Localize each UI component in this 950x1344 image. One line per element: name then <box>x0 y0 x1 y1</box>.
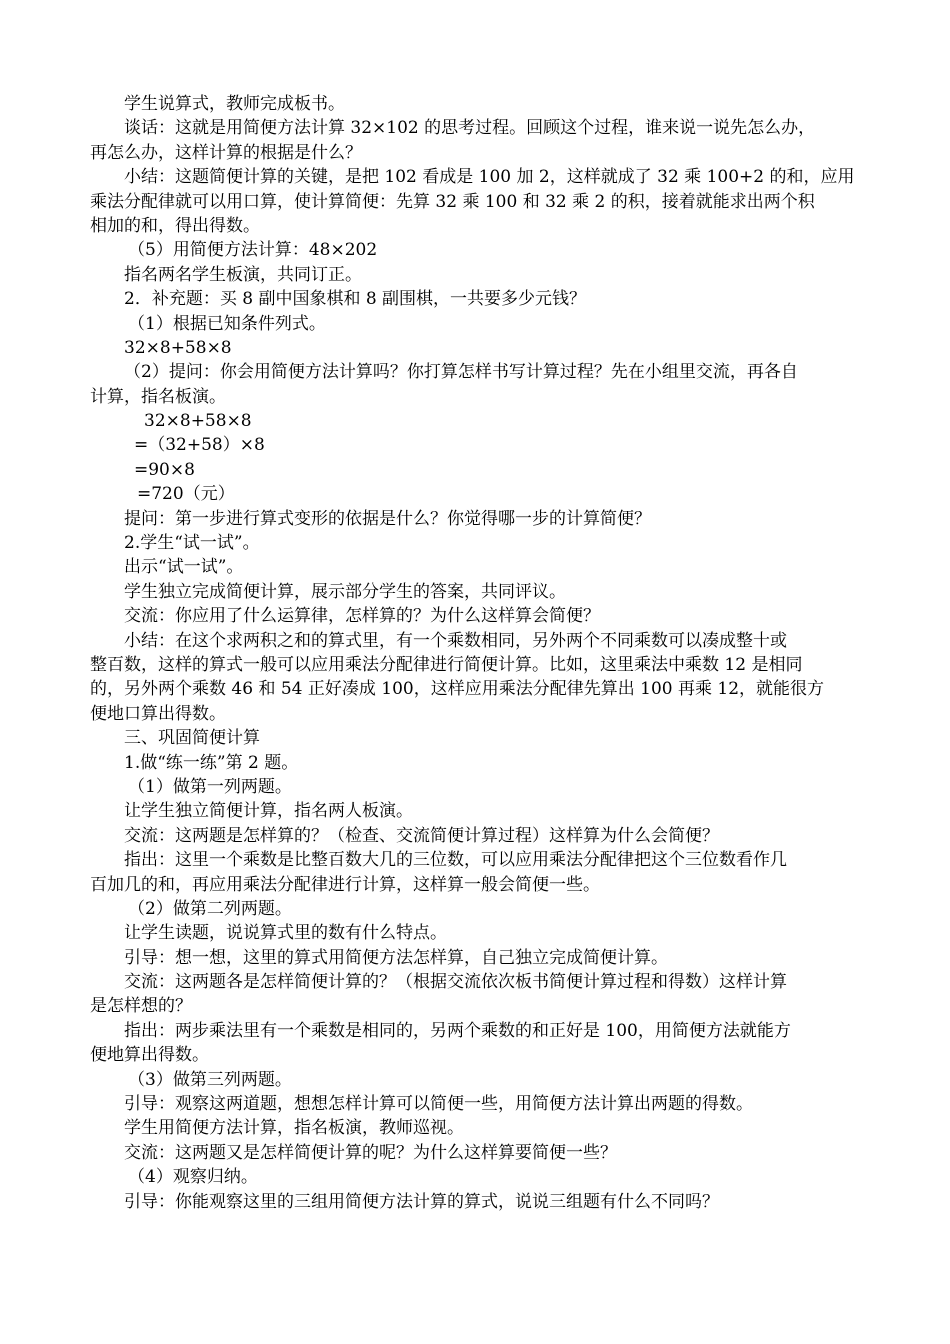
text-line: 便地口算出得数。 <box>90 703 226 724</box>
text-line: 百加几的和，再应用乘法分配律进行计算，这样算一般会简便一些。 <box>90 874 600 895</box>
text-line: （3）做第三列两题。 <box>128 1069 292 1090</box>
formula-line: 32×8+58×8 <box>144 411 252 432</box>
text-line: 相加的和，得出得数。 <box>90 215 260 236</box>
formula-line: =90×8 <box>134 459 195 480</box>
text-line: 学生说算式，教师完成板书。 <box>124 94 345 114</box>
text-line: 指出：两步乘法里有一个乘数是相同的，另两个乘数的和正好是 100，用简便方法就能方 <box>124 1020 791 1041</box>
text-line: 出示“试一试”。 <box>124 557 244 578</box>
text-line: 提问：第一步进行算式变形的依据是什么？你觉得哪一步的计算简便？ <box>124 508 651 529</box>
text-line: 让学生读题，说说算式里的数有什么特点。 <box>124 923 447 944</box>
text-line: （4）观察归纳。 <box>128 1167 258 1188</box>
text-line: 交流：这两题又是怎样简便计算的呢？为什么这样算要简便一些？ <box>124 1142 617 1163</box>
text-line: 整百数，这样的算式一般可以应用乘法分配律进行简便计算。比如，这里乘法中乘数 12 是相同 <box>90 654 803 675</box>
text-line: 引导：观察这两道题，想想怎样计算可以简便一些，用简便方法计算出两题的得数。 <box>124 1094 753 1115</box>
text-line: 计算，指名板演。 <box>90 386 226 407</box>
text-line: 引导：你能观察这里的三组用简便方法计算的算式，说说三组题有什么不同吗？ <box>124 1191 719 1212</box>
text-line: （2）提问：你会用简便方法计算吗？你打算怎样书写计算过程？先在小组里交流，再各自 <box>124 362 798 383</box>
text-line: 小结：这题简便计算的关键，是把 102 看成是 100 加 2，这样就成了 32 乘 100+2 的和，应用 <box>124 167 855 188</box>
text-line: 学生独立完成简便计算，展示部分学生的答案，共同评议。 <box>124 581 566 602</box>
text-line: 引导：想一想，这里的算式用简便方法怎样算，自己独立完成简便计算。 <box>124 947 668 968</box>
text-line: 小结：在这个求两积之和的算式里，有一个乘数相同，另外两个不同乘数可以凑成整十或 <box>124 630 787 651</box>
text-line: （1）根据已知条件列式。 <box>128 313 326 334</box>
text-line: 是怎样想的？ <box>90 996 192 1017</box>
text-line: （2）做第二列两题。 <box>128 898 292 919</box>
section-heading: 三、巩固简便计算 <box>124 728 260 749</box>
text-line: 指名两名学生板演，共同订正。 <box>124 264 362 285</box>
text-line: 乘法分配律就可以用口算，使计算简便：先算 32 乘 100 和 32 乘 2 的积，接着就能求出两个积 <box>90 191 815 212</box>
text-line: 交流：你应用了什么运算律，怎样算的？为什么这样算会简便？ <box>124 606 600 627</box>
text-line: 谈话：这就是用简便方法计算 32×102 的思考过程。回顾这个过程，谁来说一说先怎么办， <box>124 118 816 139</box>
text-line: 再怎么办，这样计算的根据是什么？ <box>90 142 362 163</box>
text-line: 2.学生“试一试”。 <box>124 533 260 554</box>
text-line: 学生用简便方法计算，指名板演，教师巡视。 <box>124 1118 464 1139</box>
text-line: （1）做第一列两题。 <box>128 776 292 797</box>
text-line: 便地算出得数。 <box>90 1045 209 1066</box>
formula-line: =（32+58）×8 <box>134 435 265 456</box>
formula-line: 32×8+58×8 <box>124 337 232 358</box>
text-line: 交流：这两题是怎样算的？（检查、交流简便计算过程）这样算为什么会简便？ <box>124 825 719 846</box>
text-line: 2．补充题：买 8 副中国象棋和 8 副围棋，一共要多少元钱？ <box>124 289 587 310</box>
formula-line: =720（元） <box>137 484 235 505</box>
text-line: 让学生独立简便计算，指名两人板演。 <box>124 801 413 822</box>
text-line: 交流：这两题各是怎样简便计算的？（根据交流依次板书简便计算过程和得数）这样计算 <box>124 972 787 993</box>
text-line: 的，另外两个乘数 46 和 54 正好凑成 100，这样应用乘法分配律先算出 100 再乘 12，就能很方 <box>90 679 825 700</box>
text-line: 1.做“练一练”第 2 题。 <box>124 752 299 773</box>
text-line: 指出：这里一个乘数是比整百数大几的三位数，可以应用乘法分配律把这个三位数看作几 <box>124 850 787 871</box>
text-line: （5）用简便方法计算：48×202 <box>128 240 378 261</box>
